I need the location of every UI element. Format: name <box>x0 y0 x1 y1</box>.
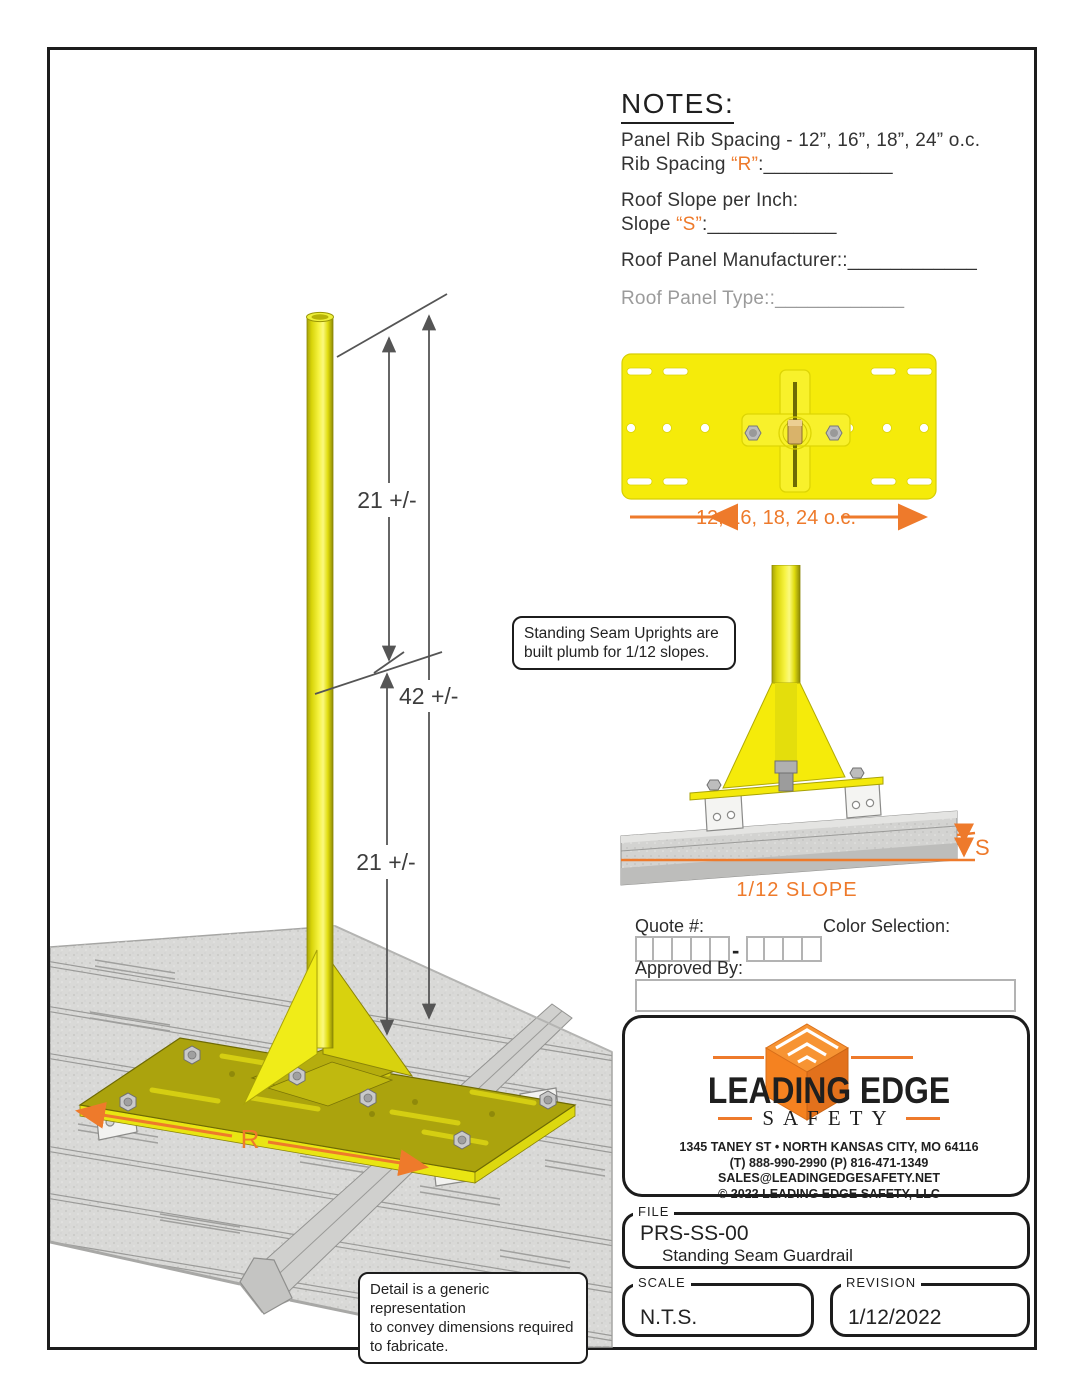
company-phone: (T) 888-990-2990 (P) 816-471-1349 <box>729 1155 929 1170</box>
quote-separator: - <box>732 938 740 963</box>
slope-s-label: S <box>975 835 990 860</box>
rib-colon: : <box>758 154 764 175</box>
note-slope-field <box>621 214 837 236</box>
note-roof-slope-title: Roof Slope per Inch: <box>621 190 799 211</box>
quote-number-cells-right[interactable] <box>746 936 822 962</box>
slope-blank-line: ____________ <box>707 214 837 235</box>
revision-block <box>830 1275 1030 1337</box>
post-through-gusset <box>775 683 797 771</box>
detail-callout-line2: to convey dimensions required <box>370 1319 574 1336</box>
file-block <box>622 1204 1030 1269</box>
rib-blank-line: ____________ <box>763 154 893 175</box>
rib-token: “R” <box>731 154 759 175</box>
slope-label: Slope <box>621 214 677 235</box>
note-rib-spacing-field <box>621 154 893 176</box>
detail-callout-line3: to fabricate. <box>370 1338 449 1355</box>
dimension-lines <box>315 294 447 1034</box>
company-name-top: LEADING EDGE <box>707 1070 951 1111</box>
company-email[interactable]: SALES@LEADINGEDGESAFETY.NET <box>718 1171 940 1185</box>
sloped-roof-slab <box>621 811 957 885</box>
approved-by-label: Approved By: <box>635 958 744 978</box>
quote-cell[interactable] <box>765 936 784 962</box>
detail-callout-line1: Detail is a generic representation <box>370 1281 490 1317</box>
dim-rib-label: R <box>240 1124 260 1154</box>
dim-overall-label: 42 +/- <box>399 683 459 709</box>
file-code: PRS-SS-00 <box>640 1222 749 1245</box>
dim-lower-label: 21 +/- <box>356 849 416 875</box>
note-rib-spacing-options: Panel Rib Spacing - 12”, 16”, 18”, 24” o.c. <box>621 130 981 151</box>
notes-heading: NOTES: <box>621 88 734 124</box>
cross-bolt-right <box>826 426 842 440</box>
safety-right-dash <box>906 1117 940 1120</box>
quote-cell[interactable] <box>746 936 765 962</box>
scale-block-label: SCALE <box>633 1275 691 1290</box>
isometric-detail-drawing <box>50 278 617 1348</box>
base-plate-top-view <box>621 352 937 538</box>
company-address: 1345 TANEY ST • NORTH KANSAS CITY, MO 64116 <box>679 1140 979 1154</box>
upright-side-view <box>617 565 1037 910</box>
note-manufacturer-field: Roof Panel Manufacturer::____________ <box>621 250 977 271</box>
quote-label: Quote #: <box>635 916 705 936</box>
scale-block <box>622 1275 814 1337</box>
logo-right-rule <box>851 1056 913 1059</box>
safety-left-dash <box>718 1117 752 1120</box>
company-copyright: © 2022 LEADING EDGE SAFETY, LLC <box>718 1186 940 1201</box>
file-block-label: FILE <box>633 1204 674 1219</box>
company-contact <box>625 1140 1033 1202</box>
quote-cell[interactable] <box>784 936 803 962</box>
slope-caption: 1/12 SLOPE <box>736 879 858 901</box>
slope-token: “S” <box>676 214 703 235</box>
upright-post <box>307 312 334 1048</box>
dim-upper-label: 21 +/- <box>357 487 417 513</box>
revision-value: 1/12/2022 <box>848 1306 942 1329</box>
detail-callout <box>358 1272 588 1364</box>
upright-callout-line2: built plumb for 1/12 slopes. <box>524 644 710 661</box>
revision-block-label: REVISION <box>841 1275 921 1290</box>
scale-value: N.T.S. <box>640 1306 698 1329</box>
slope-colon: : <box>702 214 708 235</box>
quote-cell[interactable] <box>803 936 822 962</box>
approved-by-field[interactable] <box>635 979 1016 1012</box>
note-panel-type-field: Roof Panel Type::____________ <box>621 288 905 309</box>
company-block <box>622 1015 1030 1201</box>
upright-callout-line1: Standing Seam Uprights are <box>524 625 719 642</box>
rib-label: Rib Spacing <box>621 154 732 175</box>
file-name: Standing Seam Guardrail <box>662 1246 853 1265</box>
company-name-safety: SAFETY <box>762 1106 896 1130</box>
color-selection-label: Color Selection: <box>823 916 951 936</box>
company-name-bottom <box>625 1106 1033 1131</box>
logo-left-rule <box>713 1056 764 1059</box>
plate-spacing-label: 12, 16, 18, 24 o.c. <box>695 507 857 529</box>
cross-bolt-left <box>745 426 761 440</box>
